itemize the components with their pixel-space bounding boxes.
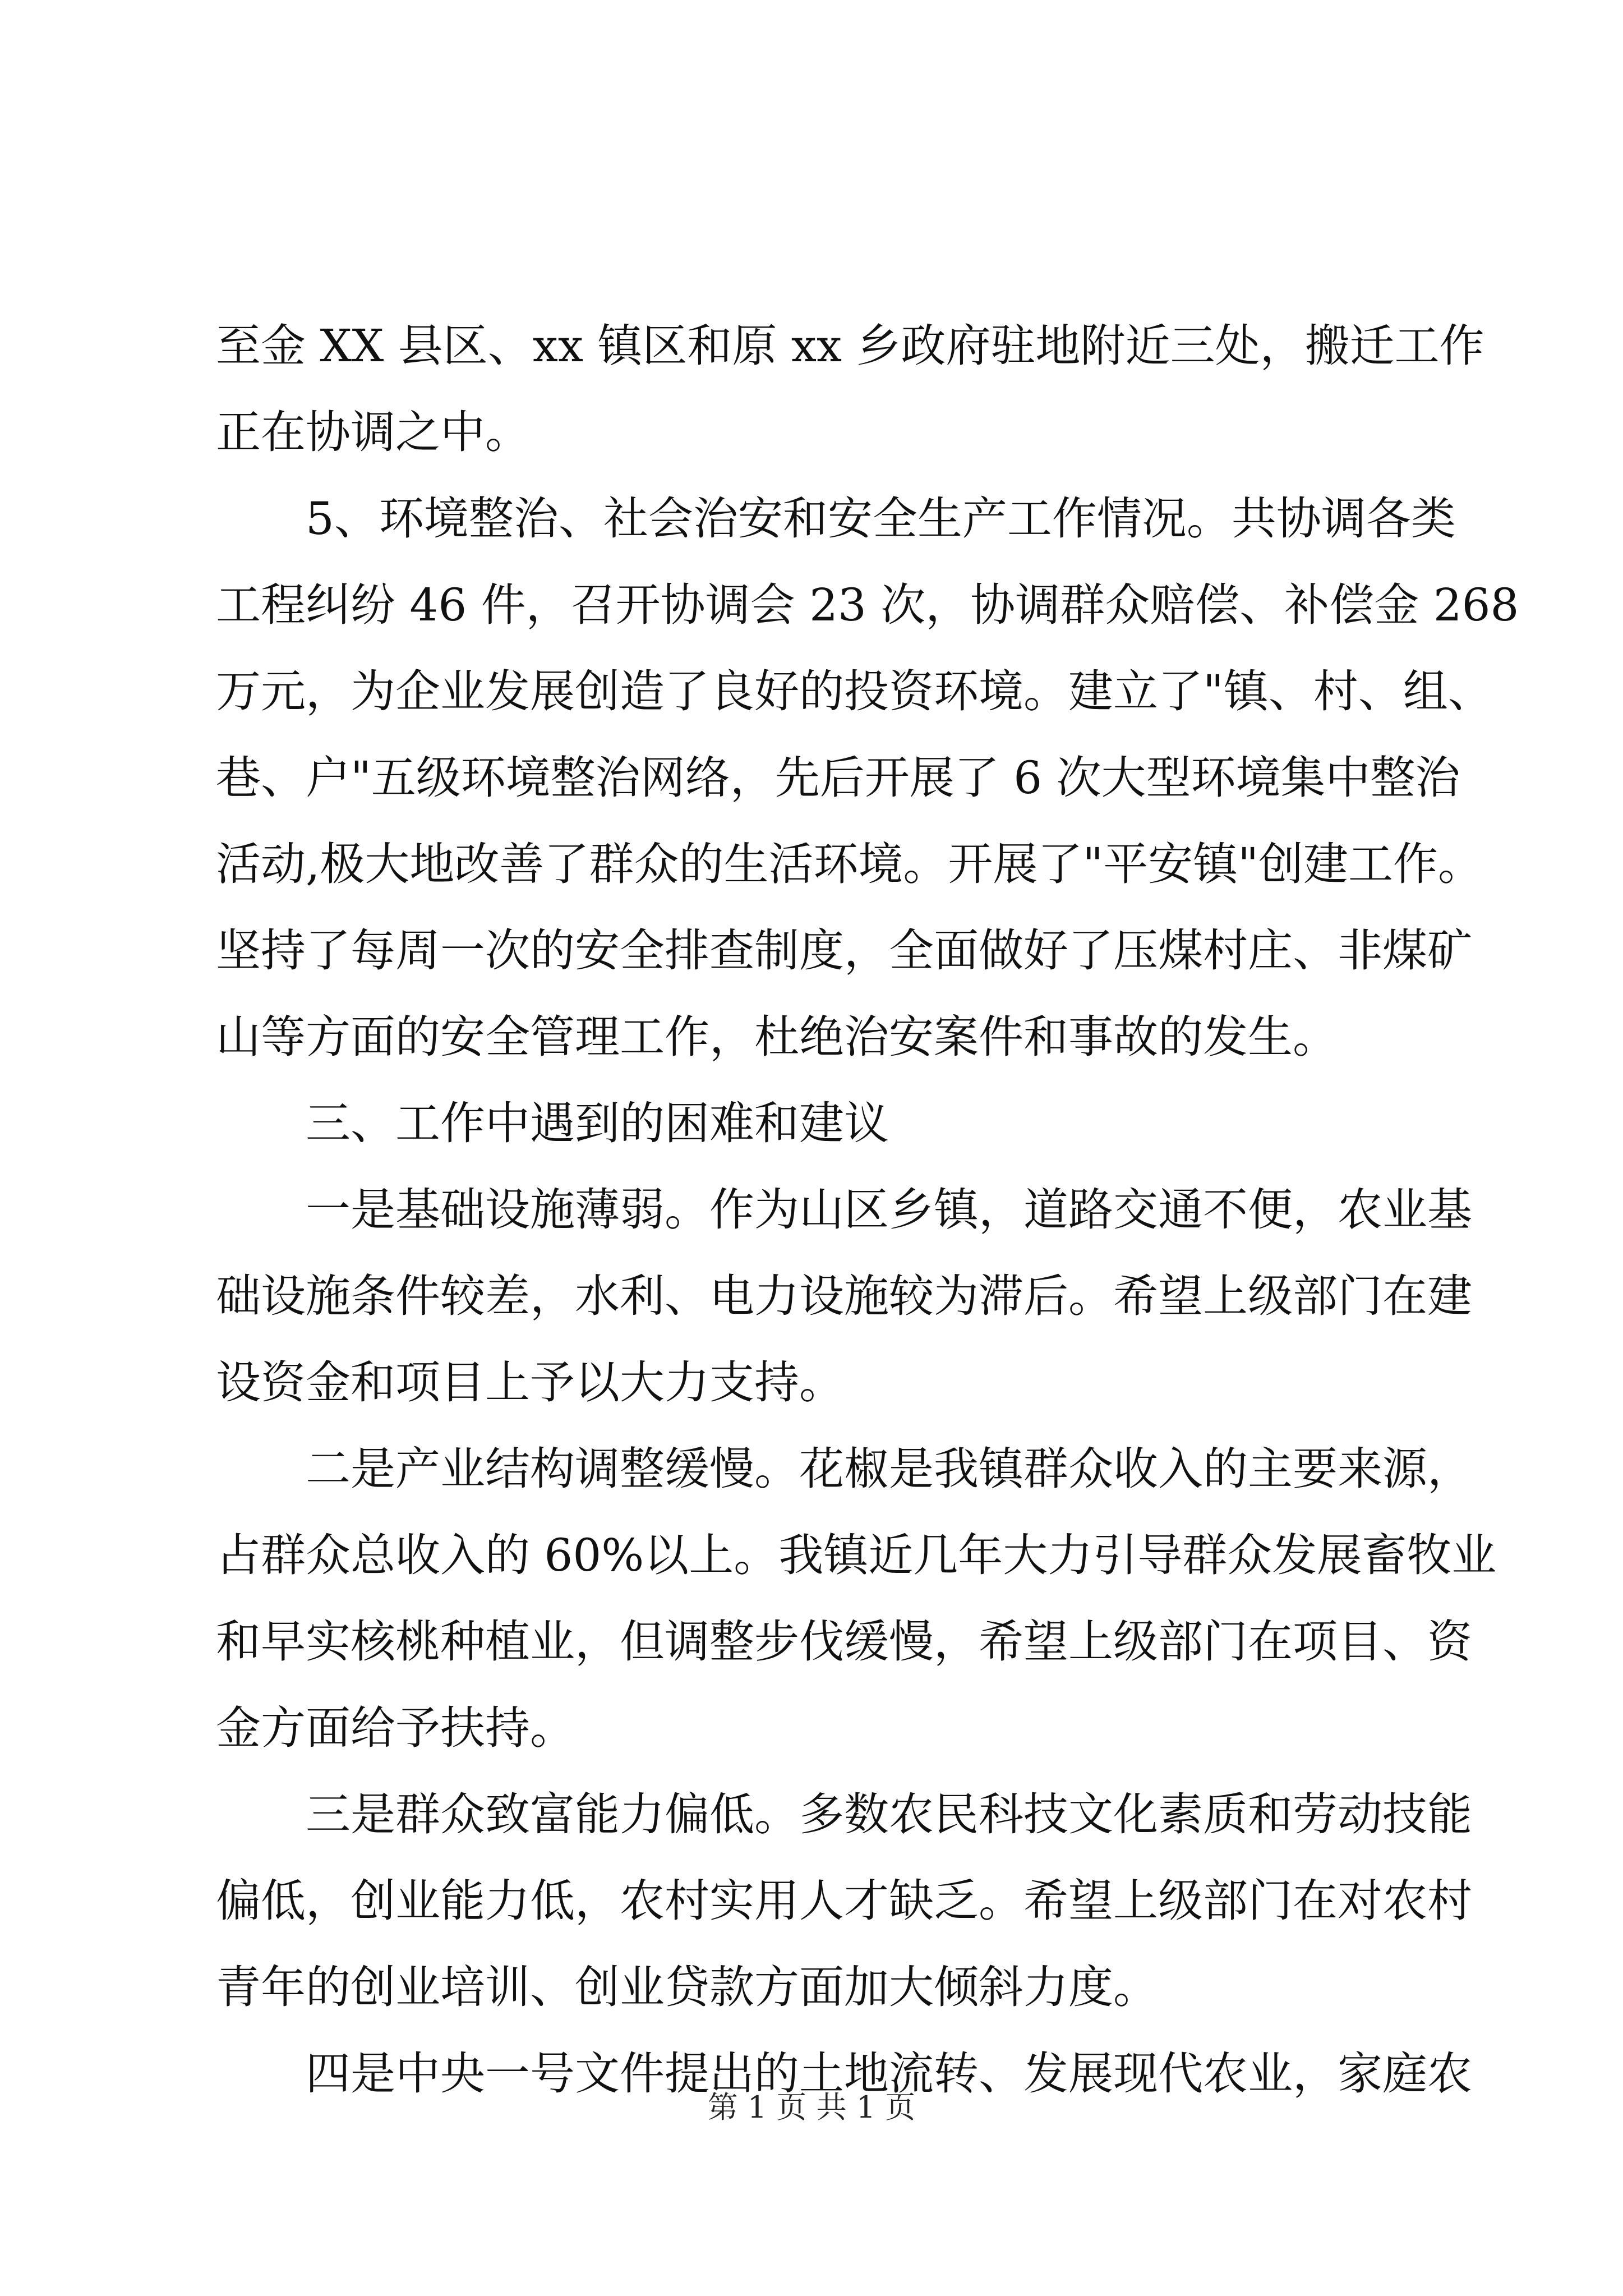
document-body [216, 303, 1519, 2117]
page-footer: 第 1 页 共 1 页 [707, 2090, 916, 2125]
text-line: 活动,极大地改善了群众的生活环境。开展了"平安镇"创建工作。 [216, 838, 1483, 890]
text-line: 巷、户"五级环境整治网络，先后开展了 6 次大型环境集中整治 [216, 752, 1460, 804]
text-line: 坚持了每周一次的安全排查制度，全面做好了压煤村庄、非煤矿 [216, 924, 1472, 977]
text-line: 偏低，创业能力低，农村实用人才缺乏。希望上级部门在对农村 [216, 1875, 1472, 1927]
text-line: 山等方面的安全管理工作，杜绝治安案件和事故的发生。 [216, 1011, 1338, 1063]
text-line: 青年的创业培训、创业贷款方面加大倾斜力度。 [216, 1961, 1158, 2013]
text-line: 三是群众致富能力偏低。多数农民科技文化素质和劳动技能 [306, 1788, 1472, 1841]
text-line: 一是基础设施薄弱。作为山区乡镇，道路交通不便，农业基 [306, 1184, 1472, 1236]
text-line: 金方面给予扶持。 [216, 1702, 575, 1754]
text-line: 万元，为企业发展创造了良好的投资环境。建立了"镇、村、组、 [216, 665, 1493, 717]
text-line: 占群众总收入的 60%以上。我镇近几年大力引导群众发展畜牧业 [216, 1529, 1497, 1581]
text-line: 础设施条件较差，水利、电力设施较为滞后。希望上级部门在建 [216, 1270, 1472, 1322]
text-line: 三、工作中遇到的困难和建议 [306, 1097, 889, 1149]
text-line: 工程纠纷 46 件，召开协调会 23 次，协调群众赔偿、补偿金 268 [216, 579, 1519, 631]
text-line: 正在协调之中。 [216, 406, 530, 458]
text-line: 二是产业结构调整缓慢。花椒是我镇群众收入的主要来源， [306, 1443, 1472, 1495]
text-line: 5、环境整治、社会治安和安全生产工作情况。共协调各类 [306, 493, 1456, 545]
text-line: 四是中央一号文件提出的土地流转、发展现代农业，家庭农 [306, 2047, 1472, 2100]
text-line: 设资金和项目上予以大力支持。 [216, 1356, 844, 1409]
text-line: 和早实核桃种植业，但调整步伐缓慢，希望上级部门在项目、资 [216, 1616, 1472, 1668]
text-line: 至金 XX 县区、xx 镇区和原 xx 乡政府驻地附近三处，搬迁工作 [216, 320, 1484, 372]
